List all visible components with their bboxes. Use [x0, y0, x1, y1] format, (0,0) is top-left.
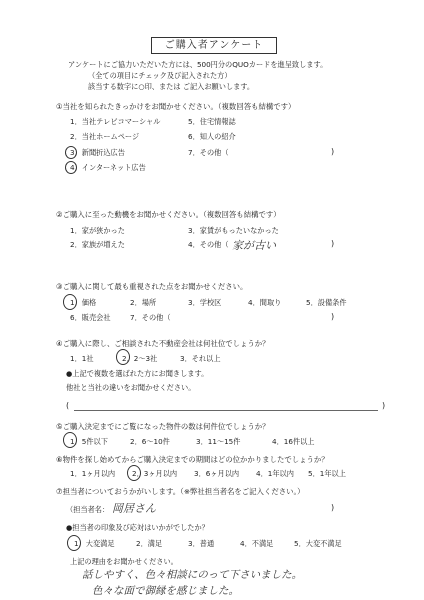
q4-close-paren: )	[382, 401, 386, 410]
q5-option-2[interactable]: 2．6～10件	[130, 437, 170, 446]
q6-question: ⑥物件を探し始めてからご購入決定までの期間はどの位かかりましたでしょうか？	[56, 455, 329, 464]
intro-line-1: アンケートにご協力いただいた方には、500円分のQUOカードを進呈致します。	[68, 60, 328, 69]
q3-option-5[interactable]: 5．設備条件	[306, 298, 347, 307]
q1-option-2[interactable]: 2．当社ホームページ	[70, 132, 140, 141]
q7-question: ⑦担当者についておうかがいします。（※弊社担当者名をご記入ください。）	[56, 487, 305, 496]
q7-option-1[interactable]: 1．大変満足	[74, 539, 115, 548]
q6-selected-mark	[127, 465, 141, 481]
q3-option-6[interactable]: 6．販売会社	[70, 313, 111, 322]
q1-selected-mark-2	[65, 161, 77, 174]
q3-option-7[interactable]: 7．その他（	[130, 313, 171, 322]
q7-selected-mark	[67, 535, 81, 551]
q1-close-paren: )	[331, 147, 335, 156]
q4-selected-mark	[116, 349, 130, 365]
q7-sub-question: ●担当者の印象及び応対はいかがでしたか？	[66, 523, 209, 532]
q4-sub-note: ●上記で複数を選ばれた方にお聞きします。	[66, 369, 209, 378]
q7-reason-label: 上記の理由をお聞かせください。	[70, 557, 178, 566]
q1-option-6[interactable]: 6．知人の紹介	[188, 132, 236, 141]
q3-option-3[interactable]: 3．学校区	[188, 298, 222, 307]
q7-name-value: 岡居さん	[112, 502, 156, 515]
intro-line-2: （全ての項目にチェック及び記入された方）	[88, 71, 232, 80]
intro-line-3: 該当する数字に○印、または ご記入お願いします。	[88, 82, 255, 91]
q4-open-paren: (	[66, 401, 70, 410]
q1-option-1[interactable]: 1．当社テレビコマーシャル	[70, 117, 161, 126]
q5-option-4[interactable]: 4．16件以上	[272, 437, 315, 446]
q4-option-3[interactable]: 3．それ以上	[180, 354, 221, 363]
q3-close-paren: )	[331, 312, 335, 321]
q7-option-3[interactable]: 3．普通	[188, 539, 215, 548]
q6-option-3[interactable]: 3．6ヶ月以内	[194, 469, 240, 478]
q7-option-4[interactable]: 4．不満足	[240, 539, 274, 548]
q7-option-2[interactable]: 2．満足	[136, 539, 163, 548]
q5-question: ⑤ご購入決定までにご覧になった物件の数は何件位でしょうか？	[56, 422, 270, 431]
q7-comment-line-2: 色々な面で御縁を感じました。	[92, 585, 239, 597]
q4-answer-field[interactable]	[74, 410, 378, 411]
q3-option-2[interactable]: 2．場所	[130, 298, 157, 307]
q7-comment-line-1: 話しやすく、色々相談にのって下さいました。	[82, 569, 303, 581]
q5-selected-mark	[63, 432, 77, 448]
page-title: ご購入者アンケート	[151, 37, 277, 54]
q3-option-1[interactable]: 1．価格	[70, 298, 97, 307]
q5-option-1[interactable]: 1．5件以下	[70, 437, 108, 446]
q4-sub-question: 他社と当社の違いをお聞かせください。	[66, 383, 196, 392]
q7-close-paren: )	[331, 503, 335, 512]
q3-option-4[interactable]: 4．間取り	[248, 298, 282, 307]
q6-option-4[interactable]: 4．1年以内	[256, 469, 294, 478]
q2-option-1[interactable]: 1．家が狭かった	[70, 226, 125, 235]
q4-option-1[interactable]: 1．1社	[70, 354, 94, 363]
q1-option-3[interactable]: 3．新聞折込広告	[70, 148, 125, 157]
q6-option-2[interactable]: 2．3ヶ月以内	[132, 469, 178, 478]
q1-option-7[interactable]: 7．その他（	[188, 148, 229, 157]
q1-selected-mark	[65, 146, 77, 159]
q1-option-4[interactable]: 4．インターネット広告	[70, 163, 146, 172]
q7-option-5[interactable]: 5．大変不満足	[294, 539, 342, 548]
q6-option-5[interactable]: 5．1年以上	[308, 469, 346, 478]
q2-option-4[interactable]: 4．その他（	[188, 240, 229, 249]
q5-option-3[interactable]: 3．11～15件	[196, 437, 241, 446]
q2-question: ②ご購入に至った動機をお聞かせください。（複数回答も結構です）	[56, 210, 281, 219]
q1-option-5[interactable]: 5．住宅情報誌	[188, 117, 236, 126]
q3-question: ③ご購入に関して最も重視された点をお聞かせください。	[56, 282, 248, 291]
q2-other-answer: 家が古い	[232, 239, 276, 252]
q4-question: ④ご購入に際し、ご相談された不動産会社は何社位でしょうか？	[56, 339, 270, 348]
q4-option-2[interactable]: 2．2～3社	[122, 354, 158, 363]
q6-option-1[interactable]: 1．1ヶ月以内	[70, 469, 116, 478]
q2-option-3[interactable]: 3．家賃がもったいなかった	[188, 226, 279, 235]
q2-close-paren: )	[331, 239, 335, 248]
q1-question: ①当社を知られたきっかけをお聞かせください。（複数回答も結構です）	[56, 102, 296, 111]
q3-selected-mark	[63, 294, 77, 310]
q7-name-label: （担当者名：	[66, 505, 110, 514]
q2-option-2[interactable]: 2．家族が増えた	[70, 240, 125, 249]
